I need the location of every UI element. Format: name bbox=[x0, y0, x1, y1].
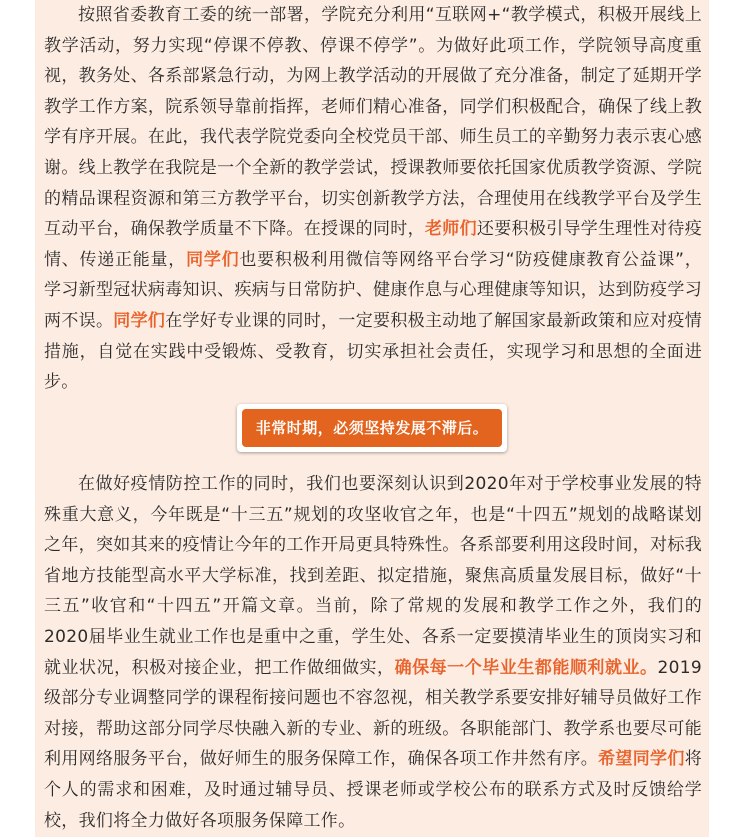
paragraph2-text-3: 将个人的需求和困难，及时通过辅导员、授课老师或学校公布的联系方式及时反馈给学校，我们将全力做好各项服务保障工作。 bbox=[44, 749, 702, 831]
highlight-students-2: 同学们 bbox=[113, 310, 166, 331]
paragraph1-text-3: 也要积极利用微信等网络平台学习“防疫健康教育公益课”，学习新型冠状病毒知识、疾病与日常防护、健康作息与心理健康等知识，达到防疫学习两不误。 bbox=[44, 249, 702, 331]
paragraph1-text-4: 在学好专业课的同时，一定要积极主动地了解国家最新政策和应对疫情措施，自觉在实践中受锻炼、受教育，切实承担社会责任，实现学习和思想的全面进步。 bbox=[44, 310, 702, 393]
highlight-employment: 确保每一个毕业生都能顺利就业。 bbox=[394, 657, 658, 678]
paragraph1-text-1: 按照省委教育工委的统一部署，学院充分利用“互联网+“教学模式，积极开展线上教学活动，努力实现“停课不停教、停课不停学”。为做好此项工作，学院领导高度重视，教务处、各系部紧急行动，为网上教学活动的开展做了充分准备，制定了延期开学教学工作方案，院系领导靠前指挥，老师们精心准备，同学们积极配合，确保了线上教学有序开展。在此，我代表学院党委向全校党员干部、师生员工的辛勤努力表示衷心感谢。线上教学在我院是一个全新的教学尝试，授课教师要依托国家优质教学资源、学院的精品课程资源和第三方教学平台，切实创新教学方法，合理使用在线教学平台及学生互动平台，确保教学质量不下降。在授课的同时， bbox=[44, 5, 702, 240]
highlight-students-1: 同学们 bbox=[186, 249, 240, 270]
highlight-teachers: 老师们 bbox=[424, 219, 477, 240]
paragraph1-text-2: 还要积极引导学生理性对待疫情、传递正能量， bbox=[44, 219, 702, 270]
paragraph2-text-1: 在做好疫情防控工作的同时，我们也要深刻认识到2020年对于学校事业发展的特殊重大意义，今年既是“十三五”规划的攻坚收官之年，也是“十四五”规划的战略谋划之年，突如其来的疫情让今年的工作开局更具特殊性。各系部要利用这段时间，对标我省地方技能型高水平大学标准，找到差距、拟定措施，聚焦高质量发展目标，做好“十三五”收官和“十四五”开篇文章。当前，除了常规的发展和教学工作之外，我们的2020届毕业生就业工作也是重中之重，学生处、各系一定要摸清毕业生的顶岗实习和就业状况，积极对接企业，把工作做细做实， bbox=[44, 474, 702, 678]
highlight-hope-students: 希望同学们 bbox=[598, 749, 685, 770]
paragraph2-text-2: 2019级部分专业调整同学的课程衔接问题也不容忽视，相关教学系要安排好辅导员做好工作对接，帮助这部分同学尽快融入新的专业、新的班级。各职能部门、教学系也要尽可能利用网络服务平台，做好师生的服务保障工作，确保各项工作井然有序。 bbox=[44, 657, 703, 770]
section-banner bbox=[237, 404, 507, 452]
paragraph-online-teaching bbox=[44, 0, 702, 398]
paragraph-development bbox=[44, 469, 702, 836]
section-banner-label: 非常时期，必须坚持发展不滞后。 bbox=[242, 409, 502, 447]
